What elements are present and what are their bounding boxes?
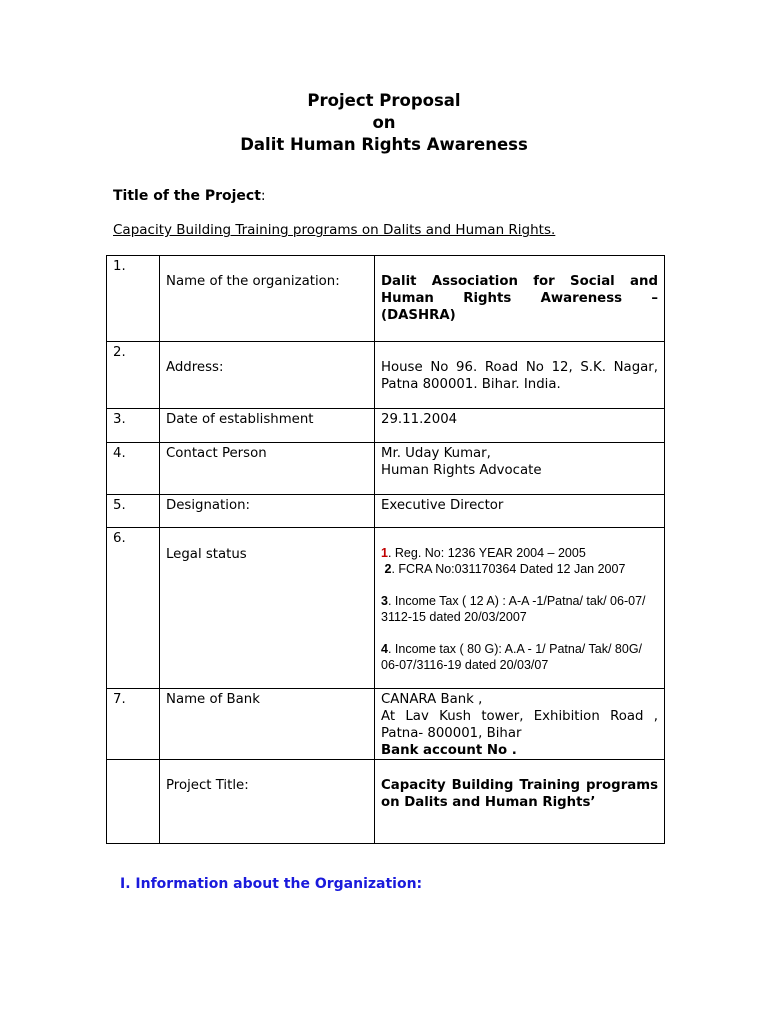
bank-account-label: Bank account No . xyxy=(381,743,517,758)
organization-info-table xyxy=(106,255,665,844)
table-row xyxy=(107,409,665,443)
row-number: 2. xyxy=(107,342,160,409)
row-value: Executive Director xyxy=(375,495,665,528)
section-heading: I. Information about the Organization: xyxy=(120,876,423,892)
row-label: Name of Bank xyxy=(160,689,375,760)
row-number: 6. xyxy=(107,528,160,689)
row-value: House No 96. Road No 12, S.K. Nagar, Patna 800001. Bihar. India. xyxy=(375,342,665,409)
title-of-project-label xyxy=(113,187,266,205)
row-number: 1. xyxy=(107,256,160,342)
bank-name: CANARA Bank , xyxy=(381,692,483,707)
row-value xyxy=(375,443,665,495)
legal-status-item: 3. Income Tax ( 12 A) : A-A -1/Patna/ tak/ 06-07/ 3112-15 dated 20/03/2007 xyxy=(381,594,646,624)
legal-status-item: 1. Reg. No: 1236 YEAR 2004 – 2005 xyxy=(381,546,586,560)
row-value xyxy=(375,689,665,760)
row-number: 5. xyxy=(107,495,160,528)
heading-line-1: Project Proposal xyxy=(307,91,461,110)
contact-role: Human Rights Advocate xyxy=(381,463,542,478)
table-row xyxy=(107,689,665,760)
title-label-colon: : xyxy=(260,188,266,204)
table-row xyxy=(107,443,665,495)
row-value: Dalit Association for Social and Human Rights Awareness – (DASHRA) xyxy=(375,256,665,342)
title-label-text: Title of the Project xyxy=(113,188,261,204)
contact-name: Mr. Uday Kumar, xyxy=(381,446,491,461)
row-label: Contact Person xyxy=(160,443,375,495)
row-label: Date of establishment xyxy=(160,409,375,443)
row-label: Address: xyxy=(160,342,375,409)
table-row xyxy=(107,528,665,689)
project-subtitle: Capacity Building Training programs on Dalits and Human Rights. xyxy=(113,222,556,238)
row-label: Designation: xyxy=(160,495,375,528)
row-number: 7. xyxy=(107,689,160,760)
row-value: 29.11.2004 xyxy=(375,409,665,443)
row-label: Name of the organization: xyxy=(160,256,375,342)
legal-status-item: 2. FCRA No:031170364 Dated 12 Jan 2007 xyxy=(384,562,626,576)
table-row xyxy=(107,760,665,844)
row-label: Project Title: xyxy=(160,760,375,844)
row-label: Legal status xyxy=(160,528,375,689)
table-row xyxy=(107,495,665,528)
table-row xyxy=(107,342,665,409)
table-row xyxy=(107,256,665,342)
row-value: Capacity Building Training programs on Dalits and Human Rights’ xyxy=(375,760,665,844)
heading-line-3: Dalit Human Rights Awareness xyxy=(240,135,528,154)
bank-address: At Lav Kush tower, Exhibition Road , Patna- 800001, Bihar xyxy=(381,709,658,741)
legal-status-item: 4. Income tax ( 80 G): A.A - 1/ Patna/ Tak/ 80G/ 06-07/3116-19 dated 20/03/07 xyxy=(381,642,643,672)
heading-line-2: on xyxy=(372,113,396,132)
row-number: 3. xyxy=(107,409,160,443)
legal-status-list xyxy=(375,528,665,689)
document-heading xyxy=(0,90,768,156)
row-number xyxy=(107,760,160,844)
row-number: 4. xyxy=(107,443,160,495)
